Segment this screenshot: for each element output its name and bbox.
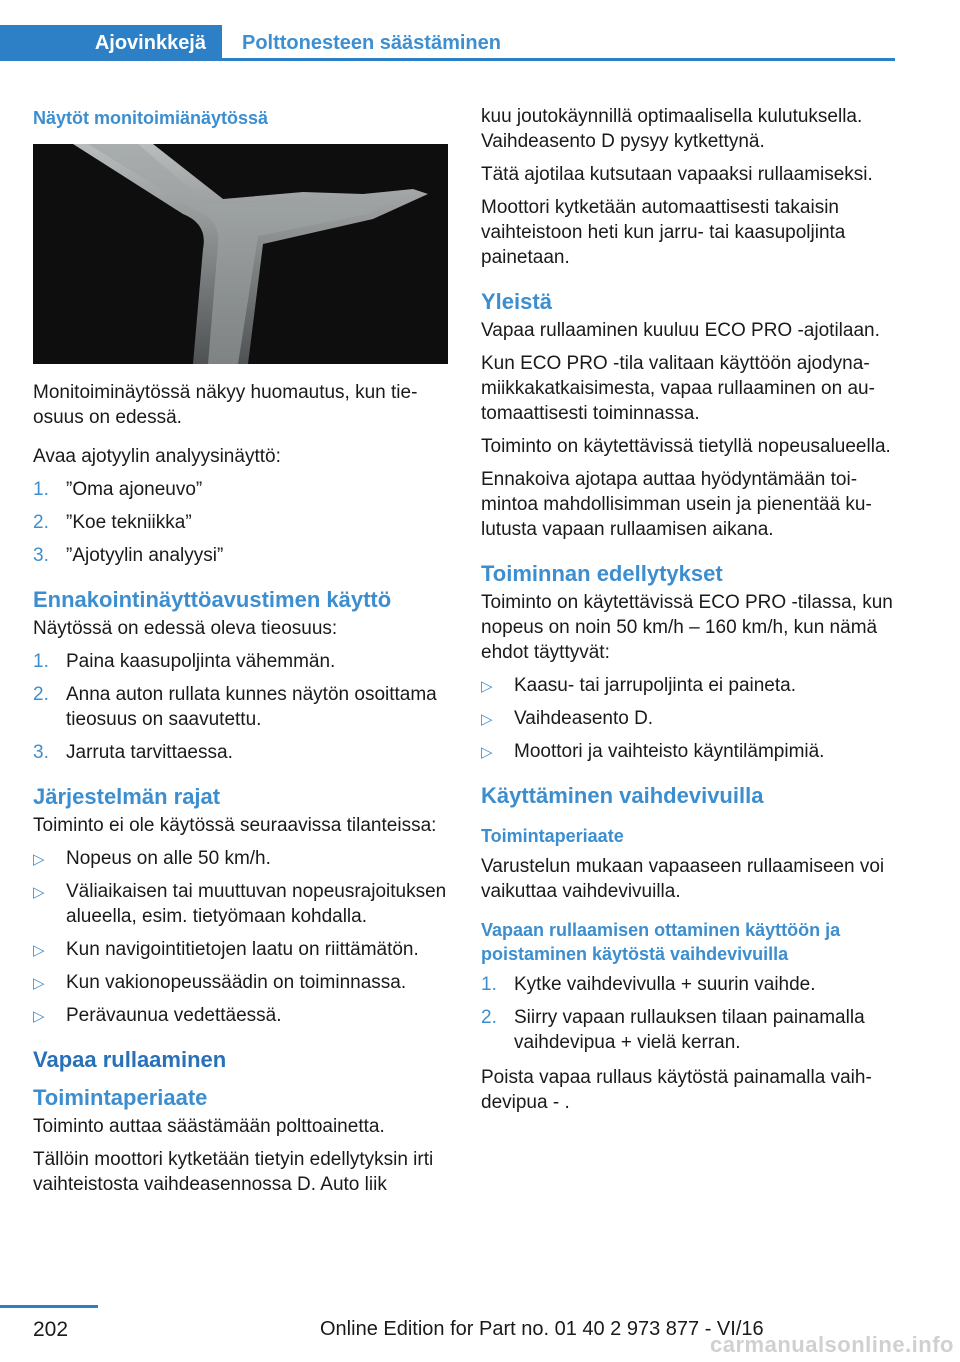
heading-paddles: Käyttäminen vaihdevivuilla (481, 783, 764, 808)
heading-limits: Järjestelmän rajat (33, 784, 221, 809)
display-note: Monitoiminäytössä näkyy huomautus, kun tieosuus on edessä. (33, 382, 418, 428)
limits-list (33, 846, 448, 1028)
road-illustration (33, 144, 448, 364)
page-number: 202 (33, 1318, 69, 1341)
list-item: 2. Anna auton rullata kunnes näytön osoittama tieosuus on saavutettu. (33, 684, 437, 730)
principle-text-1: Toiminto auttaa säästämään polttoainetta. (33, 1116, 385, 1137)
heading-principle: Toimintaperiaate (33, 1085, 208, 1110)
heading-usage: Ennakointinäyttöavustimen käyttö (33, 587, 392, 612)
list-item: 1. ”Oma ajoneuvo” (33, 479, 203, 500)
list-item: 1. Paina kaasupoljinta vähemmän. (33, 651, 336, 672)
right-column (481, 96, 895, 1123)
coasting-name-text: Tätä ajotilaa kutsutaan vapaaksi rullaamiseksi. (481, 164, 873, 185)
list-item: ▷ Kaasu- tai jarrupoljinta ei paineta. (481, 675, 797, 696)
list-item: 1. Kytke vaihdevivulla + suurin vaihde. (481, 974, 816, 995)
open-analysis-text: Avaa ajotyylin analyysinäyttö: (33, 446, 281, 467)
general-text-2: Kun ECO PRO -tila valitaan käyttöön ajodynamiikkakatkaisimesta, vapaa rullaaminen on automaattisesti toiminnassa. (481, 353, 875, 424)
heading-paddle-principle: Toimintaperiaate (481, 826, 624, 846)
list-item: ▷ Nopeus on alle 50 km/h. (33, 848, 271, 869)
list-item: ▷ Kun navigointitietojen laatu on riittämätön. (33, 939, 419, 960)
principle-text-2: Tällöin moottori kytketään tietyin edellytyksin irti vaihteistosta vaihdeasennossa D. Auto liik (33, 1149, 434, 1195)
tab-driving-tips[interactable]: Ajovinkkejä (0, 25, 222, 61)
list-item: 3. ”Ajotyylin analyysi” (33, 545, 224, 566)
heading-coasting: Vapaa rullaaminen (33, 1047, 227, 1072)
menu-steps-list (33, 477, 448, 568)
road-preview-image (33, 144, 448, 364)
list-item: 3. Jarruta tarvittaessa. (33, 742, 233, 763)
heading-displays: Näytöt monitoimiänäytössä (33, 108, 269, 128)
list-item: ▷ Perävaunua vedettäessä. (33, 1005, 282, 1026)
general-text-1: Vapaa rullaaminen kuuluu ECO PRO -ajotilaan. (481, 320, 880, 341)
conditions-intro: Toiminto on käytettävissä ECO PRO -tilassa, kun nopeus on noin 50 km/h – 160 km/h, kun nämä ehdot täyttyvät: (481, 592, 893, 663)
continued-text: kuu joutokäynnillä optimaalisella kulutuksella. Vaihdeasento D pysyy kytkettynä. (481, 106, 863, 152)
tab-fuel-saving[interactable]: Polttonesteen säästäminen (242, 32, 501, 54)
page-header (0, 25, 895, 61)
general-text-4: Ennakoiva ajotapa auttaa hyödyntämään toimintoa mahdollisimman usein ja pienentää kulutusta vapaan rullaamisen aikana. (481, 469, 872, 540)
usage-steps-list (33, 649, 448, 765)
paddle-principle-text: Varustelun mukaan vapaaseen rullaamiseen voi vaikuttaa vaihdevivuilla. (481, 856, 885, 902)
limits-intro: Toiminto ei ole käytössä seuraavissa tilanteissa: (33, 815, 437, 836)
list-item: ▷ Kun vakionopeussäädin on toiminnassa. (33, 972, 407, 993)
conditions-list (481, 673, 895, 764)
heading-general: Yleistä (481, 289, 552, 314)
general-text-3: Toiminto on käytettävissä tietyllä nopeusalueella. (481, 436, 891, 457)
list-item: ▷ Väliaikaisen tai muuttuvan nopeusrajoituksen alueella, esim. tietyömaan kohdalla. (33, 881, 447, 927)
watermark: carmanualsonline.info (710, 1332, 954, 1357)
footer-rule (0, 1305, 98, 1308)
edition-text: Online Edition for Part no. 01 40 2 973 877 - VI/16 (320, 1318, 764, 1340)
paddle-off-text: Poista vapaa rullaus käytöstä painamalla vaihdevipua - . (481, 1067, 872, 1113)
list-item: 2. ”Koe tekniikka” (33, 512, 192, 533)
reconnect-text: Moottori kytketään automaattisesti takaisin vaihteistoon heti kun jarru- tai kaasupoljinta painetaan. (481, 197, 846, 268)
heading-conditions: Toiminnan edellytykset (481, 561, 723, 586)
left-column (33, 96, 448, 1205)
list-item: 2. Siirry vapaan rullauksen tilaan painamalla vaihdevipua + vielä kerran. (481, 1007, 865, 1053)
list-item: ▷ Vaihdeasento D. (481, 708, 654, 729)
paddle-steps-list (481, 972, 895, 1055)
heading-paddle-activate: Vapaan rullaamisen ottaminen käyttöön ja poistaminen käytöstä vaihdevivuilla (481, 920, 841, 964)
header-rule (0, 58, 895, 61)
usage-intro: Näytössä on edessä oleva tieosuus: (33, 618, 338, 639)
list-item: ▷ Moottori ja vaihteisto käyntilämpimiä. (481, 741, 825, 762)
